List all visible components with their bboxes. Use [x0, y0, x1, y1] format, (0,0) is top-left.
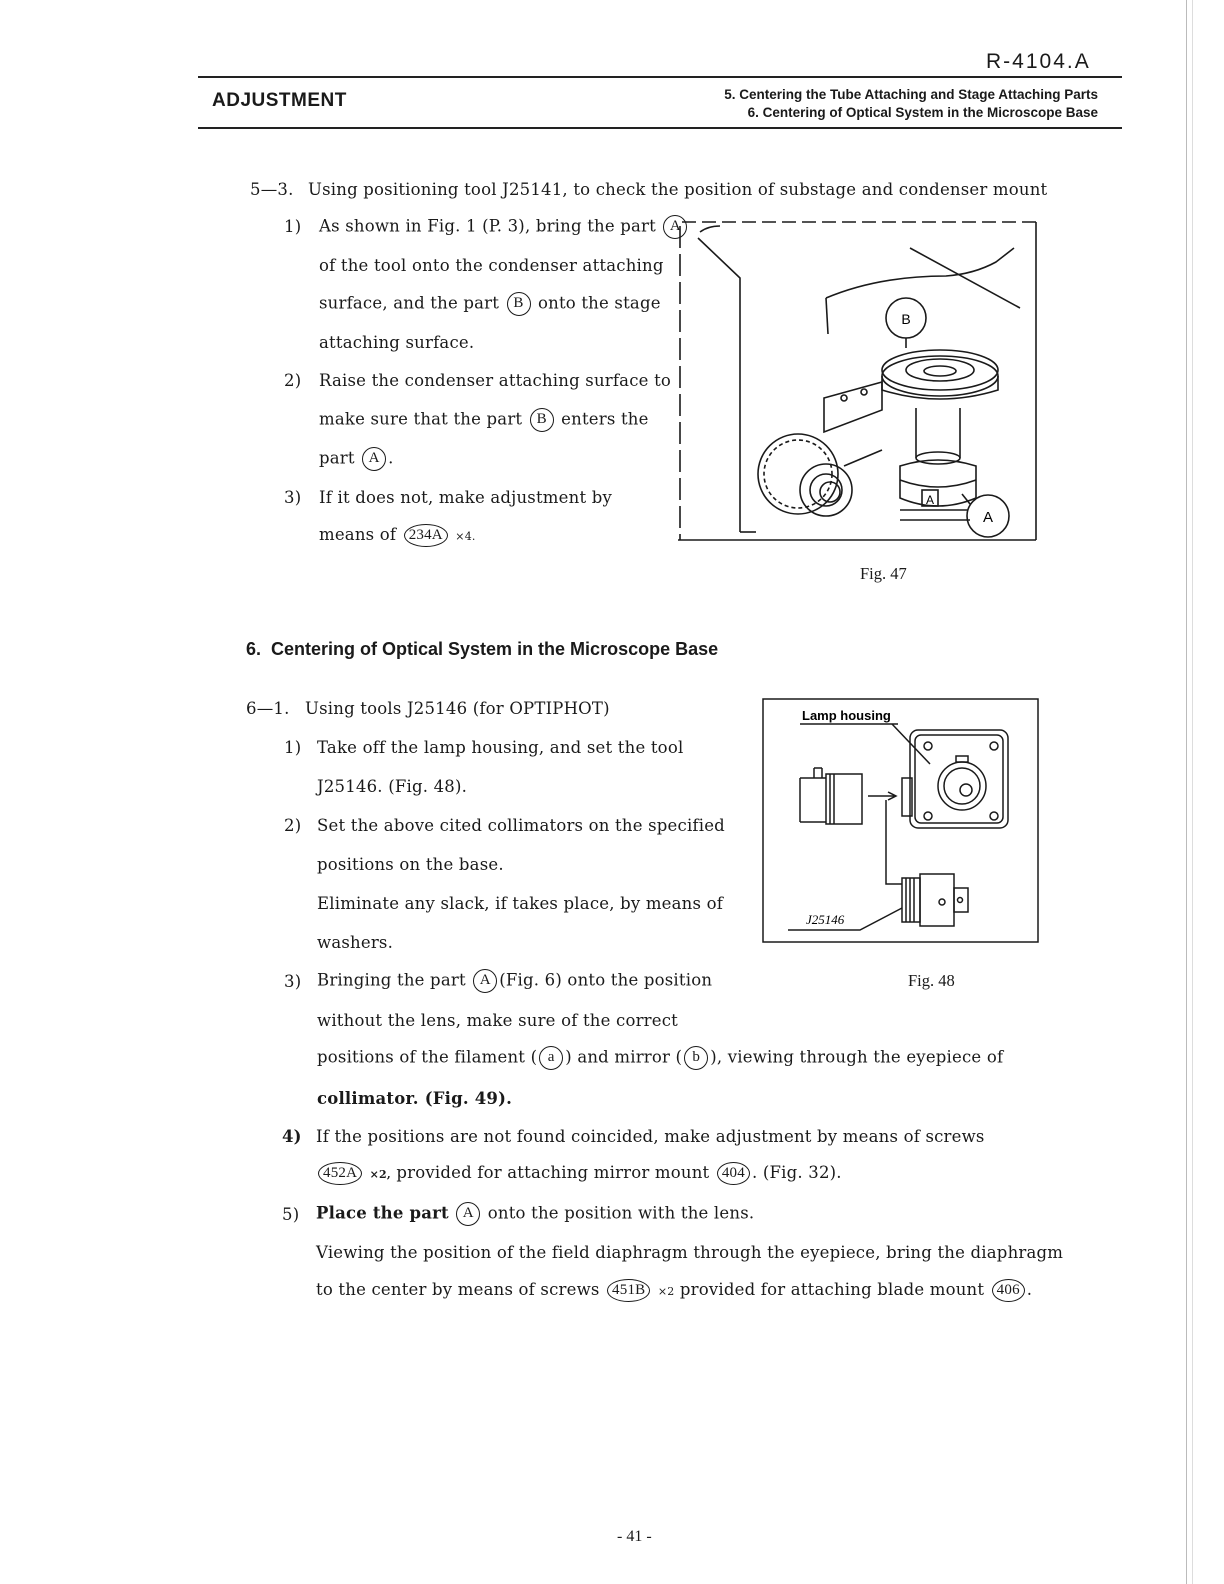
filament-marker: a — [539, 1046, 563, 1070]
text: Place the part — [316, 1203, 449, 1223]
step-5-3-2-line-2 — [319, 408, 649, 432]
mirror-marker: b — [684, 1046, 708, 1070]
header-bottom-rule — [198, 127, 1122, 129]
item-number: 3) — [284, 972, 302, 991]
item-number: 2) — [284, 816, 302, 835]
header-subtitle-2: 6. Centering of Optical System in the Microscope Base — [747, 105, 1098, 120]
text: Bringing the part — [317, 970, 466, 990]
document-code: R-4104.A — [986, 50, 1091, 73]
step-5-3-3-line-1: If it does not, make adjustment by — [319, 488, 613, 507]
step-6-1-2-line-2: positions on the base. — [317, 855, 504, 874]
item-number: 2) — [284, 371, 302, 390]
step-5-3-title: Using positioning tool J25141, to check the position of substage and condenser mount — [308, 180, 1048, 199]
step-5-3-1-line-1 — [319, 215, 689, 239]
label-lamp-housing: Lamp housing — [802, 708, 891, 723]
step-6-1-3-line-3 — [317, 1046, 1003, 1070]
step-6-1-1-line-1: Take off the lamp housing, and set the tool — [317, 738, 684, 757]
step-6-1-5-line-3 — [316, 1279, 1032, 1302]
step-5-3-2-line-3 — [319, 447, 394, 471]
figure-47-illustration — [678, 218, 1040, 544]
text: provided for attaching mirror mount — [396, 1163, 710, 1182]
step-5-3-1-line-2: of the tool onto the condenser attaching — [319, 256, 664, 275]
item-number: 1) — [284, 738, 302, 757]
text: ), viewing through the eyepiece of — [710, 1047, 1004, 1067]
step-6-1-4-line-2 — [316, 1162, 842, 1185]
screw-ref-234a: 234A — [404, 524, 448, 547]
screw-ref-452a: 452A — [318, 1162, 362, 1185]
step-6-1-3-line-1 — [317, 969, 712, 993]
text: ) and mirror ( — [565, 1047, 683, 1067]
mount-ref-404: 404 — [717, 1162, 750, 1185]
step-5-3-1-line-4: attaching surface. — [319, 333, 475, 352]
part-a-marker: A — [663, 215, 687, 239]
figure-48-illustration — [762, 698, 1040, 944]
text: surface, and the part — [319, 293, 500, 313]
part-a-marker: A — [456, 1202, 480, 1226]
text: . (Fig. 32). — [751, 1163, 842, 1182]
item-number: 1) — [284, 217, 302, 236]
page-number: - 41 - — [617, 1528, 652, 1545]
figure-47-caption: Fig. 47 — [860, 564, 907, 583]
part-a-marker: A — [362, 447, 386, 471]
step-6-1-3-line-2: without the lens, make sure of the correct — [317, 1011, 679, 1030]
text: . — [388, 448, 394, 468]
page-edge-line — [1186, 0, 1187, 1584]
screw-ref-451b: 451B — [607, 1279, 650, 1302]
item-number: 4) — [282, 1127, 302, 1146]
step-6-1-1-line-2: J25146. (Fig. 48). — [317, 777, 468, 796]
figure-label-a: A — [982, 509, 994, 526]
text: As shown in Fig. 1 (P. 3), bring the part — [319, 216, 656, 236]
text: . — [1026, 1280, 1033, 1299]
text: (Fig. 6) onto the position — [499, 970, 713, 990]
text: onto the position with the lens. — [487, 1203, 755, 1223]
text: to the center by means of screws — [316, 1280, 600, 1299]
step-5-3-1-line-3 — [319, 292, 661, 316]
figure-tag-a: A — [925, 493, 935, 507]
quantity: ×2, — [369, 1168, 391, 1181]
mount-ref-406: 406 — [992, 1279, 1025, 1302]
step-6-1-number: 6—1. — [246, 699, 290, 718]
label-j25146: J25146 — [806, 912, 845, 927]
header-subtitle-1: 5. Centering the Tube Attaching and Stage Attaching Parts — [724, 87, 1098, 102]
step-6-1-2-line-3: Eliminate any slack, if takes place, by means of — [317, 894, 724, 913]
page-edge-line — [1192, 0, 1193, 1584]
quantity: ×4. — [455, 530, 476, 543]
step-6-1-5-line-1 — [316, 1202, 754, 1226]
figure-48-caption: Fig. 48 — [908, 971, 955, 990]
step-6-1-3-line-4: collimator. (Fig. 49). — [317, 1089, 513, 1108]
text: onto the stage — [537, 293, 661, 313]
text: make sure that the part — [319, 409, 523, 429]
step-5-3-2-line-1: Raise the condenser attaching surface to — [319, 371, 672, 390]
header-top-rule — [198, 76, 1122, 78]
item-number: 3) — [284, 488, 302, 507]
text: enters the — [561, 409, 649, 429]
step-6-1-4-line-1: If the positions are not found coincided, make adjustment by means of screws — [316, 1127, 985, 1146]
step-6-1-2-line-4: washers. — [317, 933, 394, 952]
part-a-marker: A — [473, 969, 497, 993]
text: means of — [319, 525, 397, 544]
part-b-marker: B — [507, 292, 531, 316]
step-5-3-3-line-2 — [319, 524, 476, 547]
item-number: 5) — [282, 1205, 300, 1224]
step-6-1-2-line-1: Set the above cited collimators on the specified — [317, 816, 725, 835]
figure-label-b: B — [901, 311, 911, 327]
step-6-1-title: Using tools J25146 (for OPTIPHOT) — [305, 699, 610, 718]
section-6-heading: 6. Centering of Optical System in the Microscope Base — [246, 639, 719, 659]
text: part — [319, 448, 355, 468]
text: positions of the filament ( — [317, 1047, 538, 1067]
section-heading: ADJUSTMENT — [212, 90, 347, 111]
text: provided for attaching blade mount — [679, 1280, 985, 1299]
step-5-3-number: 5—3. — [250, 180, 294, 199]
part-b-marker: B — [530, 408, 554, 432]
quantity: ×2 — [657, 1285, 675, 1298]
step-6-1-5-line-2: Viewing the position of the field diaphragm through the eyepiece, bring the diaphragm — [316, 1243, 1064, 1262]
